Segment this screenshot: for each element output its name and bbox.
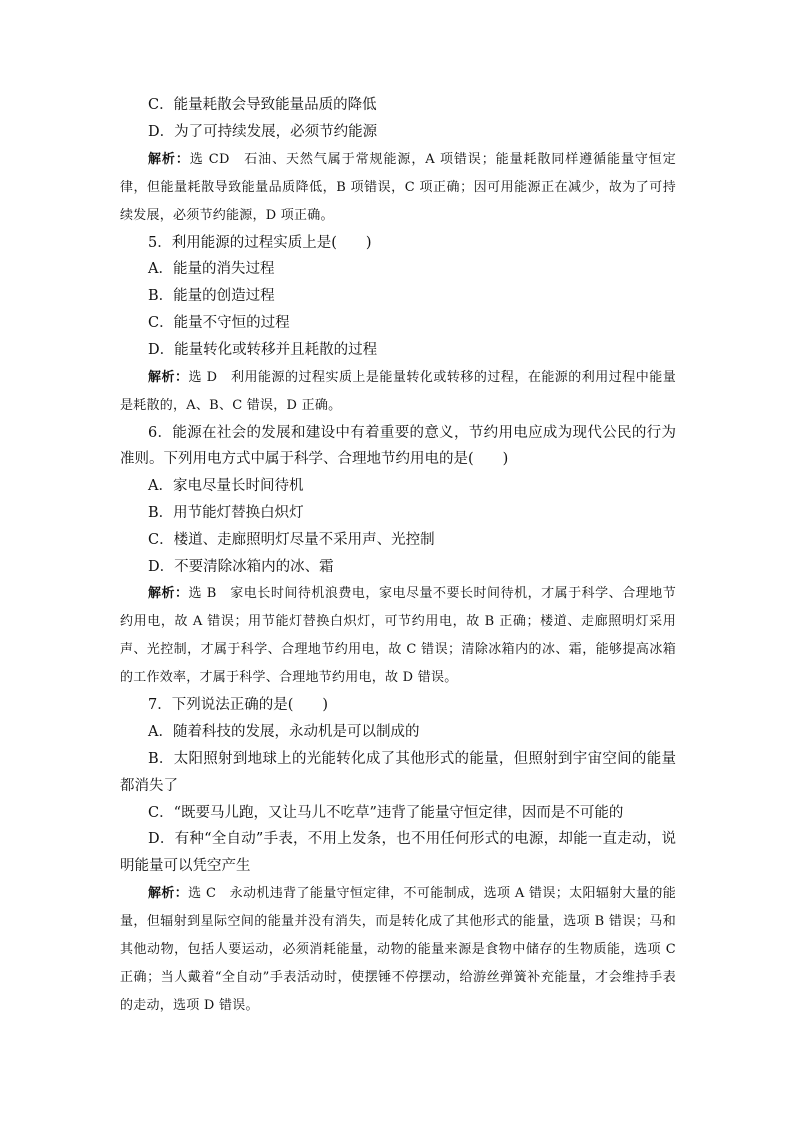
option-b: B．能量的创造过程: [148, 288, 275, 305]
answer-text: 选 CD 石油、天然气属于常规能源，A 项错误；能量耗散同样遵循能量守恒定律，但能量耗散导致能量品质降低，B 项错误，C 项正确；因可用能源正在减少，故为了可持续发展，必须节约能源，D 项正确。: [120, 151, 676, 223]
option-b: B．用节能灯替换白炽灯: [148, 504, 304, 521]
answer-explanation: [120, 146, 676, 230]
option-a: A．家电尽量长时间待机: [148, 478, 304, 495]
option-c: C．能量不守恒的过程: [148, 314, 290, 331]
answer-label: 解析：: [148, 885, 189, 901]
answer-explanation: [120, 364, 676, 420]
option-c: C．楼道、走廊照明灯尽量不采用声、光控制: [148, 531, 435, 548]
option-a: A．能量的消失过程: [148, 261, 275, 278]
option-d: D．为了可持续发展，必须节约能源: [148, 123, 378, 140]
option-d: D．不要清除冰箱内的冰、霜: [148, 558, 334, 575]
answer-explanation: [120, 880, 676, 1020]
question-5: 5．利用能源的过程实质上是( ): [148, 234, 372, 251]
question-7: 7．下列说法正确的是( ): [148, 697, 329, 714]
answer-label: 解析：: [148, 151, 190, 167]
answer-text: 选 C 永动机违背了能量守恒定律，不可能制成，选项 A 错误；太阳辐射大量的能量，但辐射到星际空间的能量并没有消失，而是转化成了其他形式的能量，选项 B 错误；马和其他动物，包括人要运动，必须消耗能量，动物的能量来源是食物中储存的生物质能，选项 C 正确；当人戴着“全自动”手表活动时，使摆锤不停摆动，给游丝弹簧补充能量，才会维持手表的走动，选项 D 错误。: [120, 885, 676, 1013]
option-b: B．太阳照射到地球上的光能转化成了其他形式的能量，但照射到宇宙空间的能量都消失了: [120, 750, 676, 794]
option-d: D．有种“全自动”手表，不用上发条，也不用任何形式的电源，却能一直走动，说明能量可以凭空产生: [120, 831, 676, 875]
option-a: A．随着科技的发展，永动机是可以制成的: [148, 724, 420, 741]
answer-explanation: [120, 580, 676, 692]
answer-text: 选 D 利用能源的过程实质上是能量转化或转移的过程，在能源的利用过程中能量是耗散的，A、B、C 错误，D 正确。: [120, 369, 676, 413]
answer-label: 解析：: [148, 369, 189, 385]
answer-label: 解析：: [148, 586, 189, 602]
question-6: 6．能源在社会的发展和建设中有着重要的意义，节约用电应成为现代公民的行为准则。下列用电方式中属于科学、合理地节约用电的是( ): [120, 424, 676, 468]
answer-text: 选 B 家电长时间待机浪费电，家电尽量不要长时间待机，才属于科学、合理地节约用电，故 A 错误；用节能灯替换白炽灯，可节约用电，故 B 正确；楼道、走廊照明灯采用声、光控制，才属于科学、合理地节约用电，故 C 错误；清除冰箱内的冰、霜，能够提高冰箱的工作效率，才属于科学、合理地节约用电，故 D 错误。: [120, 586, 676, 686]
option-d: D．能量转化或转移并且耗散的过程: [148, 341, 378, 358]
option-c: C．“既要马儿跑，又让马儿不吃草”违背了能量守恒定律，因而是不可能的: [148, 804, 624, 821]
option-c: C．能量耗散会导致能量品质的降低: [148, 97, 377, 113]
document-page: [120, 92, 676, 1020]
